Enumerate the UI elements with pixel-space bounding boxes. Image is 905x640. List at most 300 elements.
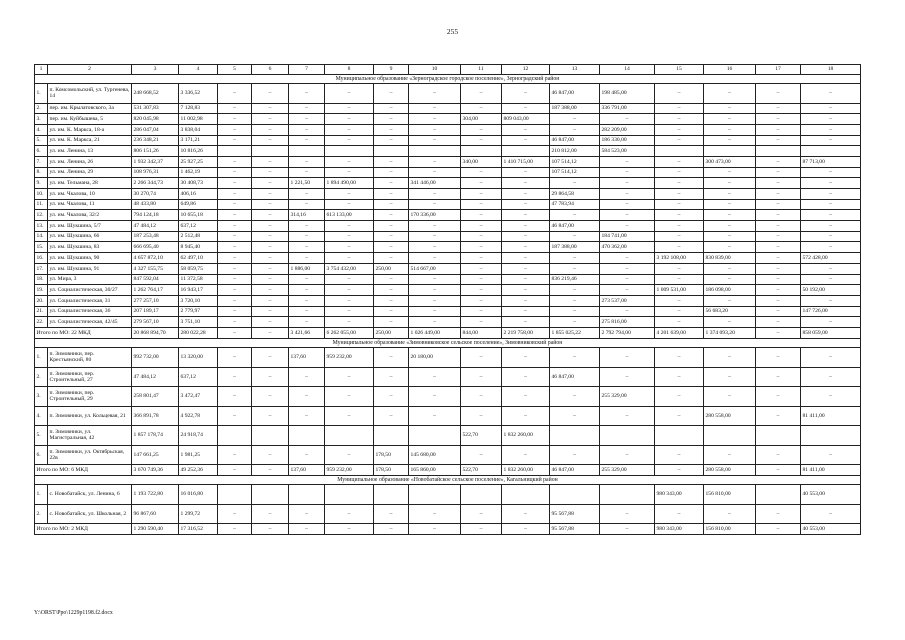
table-cell xyxy=(325,485,374,505)
table-cell: – xyxy=(461,242,502,253)
table-cell: – xyxy=(374,274,409,285)
table-row xyxy=(35,135,861,146)
table-cell: – xyxy=(289,285,325,296)
table-cell: – xyxy=(600,263,655,274)
table-cell: 830 839,00 xyxy=(704,253,756,264)
table-cell: 95 567,88 xyxy=(550,504,600,524)
table-cell: 3 754 432,00 xyxy=(325,263,374,274)
table-cell: 56 683,20 xyxy=(704,306,756,317)
table-cell: – xyxy=(461,199,502,210)
table-cell: – xyxy=(218,274,252,285)
table-cell: – xyxy=(374,348,409,368)
section-title: Муниципальное образование «Зерноградское городское поселение», Зерноградский район xyxy=(35,74,861,84)
table-cell: – xyxy=(409,135,461,146)
table-cell: – xyxy=(218,199,252,210)
table-cell: – xyxy=(461,231,502,242)
table-cell: – xyxy=(655,221,704,232)
table-cell: – xyxy=(704,367,756,387)
table-cell: – xyxy=(409,317,461,328)
table-cell: 187 253,48 xyxy=(132,231,179,242)
table-cell: п. Зимовники, пер. Строительный, 29 xyxy=(48,387,132,407)
table-cell: 22. xyxy=(35,317,48,328)
table-cell: – xyxy=(704,103,756,114)
table-cell: 187 388,00 xyxy=(550,242,600,253)
table-cell xyxy=(461,485,502,505)
table-cell: 40 553,00 xyxy=(801,524,861,535)
table-cell: – xyxy=(704,210,756,221)
table-cell: 10 655,18 xyxy=(179,210,218,221)
table-cell: – xyxy=(409,84,461,104)
table-cell: – xyxy=(218,189,252,200)
table-cell: ул. им. Тельмана, 28 xyxy=(48,178,132,189)
table-cell: – xyxy=(374,524,409,535)
table-cell xyxy=(289,485,325,505)
table-cell: 207 189,17 xyxy=(132,306,179,317)
table-cell: – xyxy=(655,199,704,210)
table-cell: – xyxy=(550,210,600,221)
table-cell: 4 657 872,10 xyxy=(132,253,179,264)
table-cell: – xyxy=(218,263,252,274)
table-cell: – xyxy=(461,103,502,114)
table-cell: 2 219 758,00 xyxy=(502,327,550,338)
table-cell: 1. xyxy=(35,348,48,368)
table-cell: 62 497,10 xyxy=(179,253,218,264)
total-row xyxy=(35,327,861,338)
table-cell xyxy=(801,146,861,157)
table-cell: 1 855 025,22 xyxy=(550,327,600,338)
document-path: Y:\ORST\Ppo\1229p1198.f2.docx xyxy=(34,610,113,616)
table-cell: – xyxy=(801,84,861,104)
table-cell: ул. им. Чкалова, 10 xyxy=(48,189,132,200)
table-cell: – xyxy=(409,306,461,317)
table-cell: – xyxy=(600,406,655,426)
table-cell: – xyxy=(600,524,655,535)
table-cell: – xyxy=(600,367,655,387)
table-row xyxy=(35,84,861,104)
table-cell: ул. им. К. Маркса, 21 xyxy=(48,135,132,146)
table-cell: – xyxy=(550,178,600,189)
table-cell: ул. им. Шукшина, 91 xyxy=(48,263,132,274)
table-cell: – xyxy=(655,348,704,368)
table-cell: ул. им. Шукшина, 5/7 xyxy=(48,221,132,232)
table-cell: 2 512,48 xyxy=(179,231,218,242)
table-cell xyxy=(655,426,704,446)
table-cell: – xyxy=(704,178,756,189)
table-cell: – xyxy=(704,167,756,178)
table-cell: 107 514,12 xyxy=(550,156,600,167)
table-cell: 236 348,21 xyxy=(132,135,179,146)
table-cell xyxy=(550,426,600,446)
table-cell: 20 180,00 xyxy=(409,348,461,368)
table-cell: 1 026 449,00 xyxy=(409,327,461,338)
table-cell xyxy=(218,485,252,505)
table-cell: 46 847,00 xyxy=(550,135,600,146)
table-cell: 277 257,10 xyxy=(132,295,179,306)
table-cell: – xyxy=(289,295,325,306)
table-cell: – xyxy=(502,242,550,253)
table-cell: – xyxy=(374,156,409,167)
table-cell xyxy=(756,426,801,446)
table-cell: 2 xyxy=(48,65,132,75)
table-cell: 649,86 xyxy=(179,199,218,210)
table-cell: – xyxy=(756,135,801,146)
table-cell: 1 832 260,00 xyxy=(502,426,550,446)
table-cell: – xyxy=(252,524,289,535)
table-cell: – xyxy=(218,253,252,264)
table-cell: – xyxy=(374,253,409,264)
table-cell: 613 133,00 xyxy=(325,210,374,221)
table-cell: – xyxy=(325,189,374,200)
table-cell: – xyxy=(461,167,502,178)
table-cell: – xyxy=(600,274,655,285)
table-cell: 809 043,00 xyxy=(502,114,550,125)
table-cell: – xyxy=(252,156,289,167)
table-cell: – xyxy=(756,84,801,104)
table-cell: – xyxy=(655,156,704,167)
table-cell: – xyxy=(756,103,801,114)
table-cell: 16. xyxy=(35,253,48,264)
table-cell: – xyxy=(409,221,461,232)
table-cell: – xyxy=(252,406,289,426)
table-cell: 514 667,00 xyxy=(409,263,461,274)
table-cell: – xyxy=(502,135,550,146)
table-cell: – xyxy=(502,274,550,285)
table-cell: 19. xyxy=(35,285,48,296)
section-title-row xyxy=(35,338,861,348)
table-cell: – xyxy=(704,274,756,285)
table-cell: – xyxy=(252,135,289,146)
table-row xyxy=(35,367,861,387)
table-cell: – xyxy=(218,367,252,387)
table-cell: – xyxy=(704,317,756,328)
table-cell: 1 193 722,80 xyxy=(132,485,179,505)
table-cell: – xyxy=(289,406,325,426)
table-cell: – xyxy=(409,103,461,114)
table-cell: – xyxy=(756,306,801,317)
table-cell: – xyxy=(704,387,756,407)
table-cell: – xyxy=(801,387,861,407)
capital-repair-table xyxy=(34,64,861,535)
table-cell: – xyxy=(600,167,655,178)
table-cell: – xyxy=(325,524,374,535)
table-cell: – xyxy=(252,189,289,200)
table-cell: 10 xyxy=(409,65,461,75)
table-cell: 406,16 xyxy=(179,189,218,200)
table-cell: 147 726,00 xyxy=(801,306,861,317)
table-cell: 5. xyxy=(35,135,48,146)
table-cell: – xyxy=(461,367,502,387)
table-cell: – xyxy=(252,274,289,285)
table-cell xyxy=(289,146,325,157)
table-cell: 20. xyxy=(35,295,48,306)
table-cell: – xyxy=(374,210,409,221)
table-cell: – xyxy=(600,348,655,368)
table-cell: 95 567,88 xyxy=(550,524,600,535)
table-cell: – xyxy=(704,221,756,232)
table-cell: – xyxy=(801,445,861,465)
table-cell: – xyxy=(289,84,325,104)
table-row xyxy=(35,210,861,221)
table-cell: пер. им. Крылатовского, 3а xyxy=(48,103,132,114)
table-cell: 20 868 894,70 xyxy=(132,327,179,338)
table-cell: 198 485,00 xyxy=(600,84,655,104)
table-cell: – xyxy=(218,306,252,317)
table-cell: – xyxy=(218,114,252,125)
table-cell: – xyxy=(801,114,861,125)
table-cell: – xyxy=(756,445,801,465)
table-cell: – xyxy=(409,124,461,135)
table-cell: – xyxy=(756,189,801,200)
table-cell: – xyxy=(550,306,600,317)
table-cell: – xyxy=(325,253,374,264)
table-cell: – xyxy=(704,242,756,253)
table-cell: – xyxy=(502,387,550,407)
table-cell: 17. xyxy=(35,263,48,274)
table-cell: – xyxy=(461,295,502,306)
table-cell: 178,50 xyxy=(374,465,409,476)
table-cell: ул. им. Чкалова, 32/2 xyxy=(48,210,132,221)
table-cell: 3 670 749,36 xyxy=(132,465,179,476)
table-cell: 3 171,21 xyxy=(179,135,218,146)
table-cell: 48 433,80 xyxy=(132,199,179,210)
table-cell: 47 783,94 xyxy=(550,199,600,210)
table-cell xyxy=(704,426,756,446)
table-cell: – xyxy=(655,387,704,407)
table-cell: – xyxy=(756,406,801,426)
table-cell: – xyxy=(218,327,252,338)
table-cell: – xyxy=(252,317,289,328)
table-cell: – xyxy=(502,524,550,535)
table-row xyxy=(35,221,861,232)
table-cell: – xyxy=(252,387,289,407)
table-cell: – xyxy=(502,295,550,306)
table-cell: 836 219,46 xyxy=(550,274,600,285)
table-cell: – xyxy=(801,103,861,114)
table-cell: – xyxy=(801,242,861,253)
table-row xyxy=(35,387,861,407)
table-cell: 844,00 xyxy=(461,327,502,338)
table-cell: – xyxy=(252,242,289,253)
table-row xyxy=(35,178,861,189)
table-cell: 165 860,00 xyxy=(409,465,461,476)
table-cell: 250,00 xyxy=(374,263,409,274)
table-cell: 2. xyxy=(35,367,48,387)
table-cell: – xyxy=(325,387,374,407)
table-cell: 10. xyxy=(35,189,48,200)
table-cell xyxy=(252,146,289,157)
table-cell: 366 891,78 xyxy=(132,406,179,426)
table-cell: 1 299,72 xyxy=(179,504,218,524)
table-cell: 6 262 055,00 xyxy=(325,327,374,338)
table-cell: 666 695,40 xyxy=(132,242,179,253)
table-cell: 3 720,10 xyxy=(179,295,218,306)
table-cell: – xyxy=(756,348,801,368)
table-cell: 46 847,00 xyxy=(550,465,600,476)
table-row xyxy=(35,306,861,317)
table-cell: – xyxy=(655,135,704,146)
table-cell: – xyxy=(550,348,600,368)
table-cell: – xyxy=(502,84,550,104)
table-cell: – xyxy=(600,178,655,189)
table-cell: 187 388,00 xyxy=(550,103,600,114)
table-cell: – xyxy=(325,231,374,242)
table-cell: 186 098,00 xyxy=(704,285,756,296)
table-cell: – xyxy=(325,367,374,387)
table-cell: – xyxy=(704,114,756,125)
table-cell xyxy=(600,485,655,505)
table-cell: Итого по МО: 6 МКД xyxy=(35,465,132,476)
table-row xyxy=(35,445,861,465)
table-cell: – xyxy=(704,504,756,524)
table-cell xyxy=(325,146,374,157)
table-cell: 2 779,97 xyxy=(179,306,218,317)
table-cell: 12 xyxy=(502,65,550,75)
table-cell: – xyxy=(325,124,374,135)
table-cell: – xyxy=(218,504,252,524)
table-cell: 49 252,36 xyxy=(179,465,218,476)
table-cell: – xyxy=(461,445,502,465)
table-cell: – xyxy=(252,103,289,114)
table-cell: – xyxy=(374,199,409,210)
table-cell: 30 408,73 xyxy=(179,178,218,189)
table-cell: – xyxy=(756,156,801,167)
table-cell: – xyxy=(502,367,550,387)
table-cell: – xyxy=(756,387,801,407)
table-cell: – xyxy=(502,285,550,296)
table-cell: – xyxy=(252,178,289,189)
table-cell: – xyxy=(325,295,374,306)
table-cell: 81 411,00 xyxy=(801,406,861,426)
table-cell: 806 151,26 xyxy=(132,146,179,157)
table-cell: – xyxy=(655,210,704,221)
table-cell: – xyxy=(756,295,801,306)
table-cell: – xyxy=(218,524,252,535)
table-cell: 14 xyxy=(600,65,655,75)
table-cell: ул. им. Шукшина, 66 xyxy=(48,231,132,242)
table-cell: – xyxy=(600,210,655,221)
table-cell: – xyxy=(801,274,861,285)
table-cell: – xyxy=(461,210,502,221)
table-cell: – xyxy=(502,306,550,317)
table-cell: – xyxy=(289,445,325,465)
table-cell: – xyxy=(550,445,600,465)
table-cell: 5 xyxy=(218,65,252,75)
table-cell: – xyxy=(289,124,325,135)
table-cell: 980 343,00 xyxy=(655,524,704,535)
table-cell: 1 857 178,74 xyxy=(132,426,179,446)
table-cell: – xyxy=(655,189,704,200)
table-cell: – xyxy=(550,253,600,264)
table-cell: 1 xyxy=(35,65,48,75)
table-cell: – xyxy=(218,84,252,104)
table-cell: 87 713,00 xyxy=(801,156,861,167)
table-cell: – xyxy=(502,124,550,135)
table-cell: – xyxy=(461,406,502,426)
table-cell: – xyxy=(704,445,756,465)
table-cell: 3. xyxy=(35,387,48,407)
table-cell: – xyxy=(374,306,409,317)
table-cell: 137,60 xyxy=(289,348,325,368)
table-cell: 186 330,00 xyxy=(600,135,655,146)
total-row xyxy=(35,524,861,535)
table-cell: 959 232,00 xyxy=(325,465,374,476)
table-cell: 275 816,00 xyxy=(600,317,655,328)
table-cell: 8. xyxy=(35,167,48,178)
table-cell: – xyxy=(252,306,289,317)
table-cell: – xyxy=(289,504,325,524)
table-cell: 3 xyxy=(132,65,179,75)
table-cell: 81 411,00 xyxy=(801,465,861,476)
table-cell: – xyxy=(374,406,409,426)
table-cell: 3 192 108,00 xyxy=(655,253,704,264)
table-cell: Итого по МО: 2 МКД xyxy=(35,524,132,535)
table-cell: 178,50 xyxy=(374,445,409,465)
table-cell: – xyxy=(600,221,655,232)
table-cell: 156 810,00 xyxy=(704,485,756,505)
table-cell: – xyxy=(655,103,704,114)
table-cell: – xyxy=(252,285,289,296)
table-cell: – xyxy=(756,210,801,221)
table-cell: – xyxy=(218,387,252,407)
table-cell: 2. xyxy=(35,504,48,524)
table-cell: 340,00 xyxy=(461,156,502,167)
table-cell: ул. Социалистическая, 31 xyxy=(48,295,132,306)
table-row xyxy=(35,167,861,178)
table-row xyxy=(35,242,861,253)
table-cell: 107 514,12 xyxy=(550,167,600,178)
table-cell: – xyxy=(252,504,289,524)
section-title-row xyxy=(35,475,861,485)
table-cell: – xyxy=(461,253,502,264)
table-cell: – xyxy=(502,189,550,200)
table-cell: – xyxy=(756,114,801,125)
table-cell: ул. им. Шукшина, 83 xyxy=(48,242,132,253)
table-cell: – xyxy=(289,199,325,210)
table-cell: 47 484,12 xyxy=(132,367,179,387)
table-cell: – xyxy=(756,199,801,210)
table-cell: – xyxy=(409,387,461,407)
table-cell: – xyxy=(409,242,461,253)
table-cell: – xyxy=(801,221,861,232)
table-cell: – xyxy=(756,231,801,242)
table-cell: 3. xyxy=(35,114,48,125)
table-cell: – xyxy=(756,124,801,135)
table-cell: – xyxy=(409,285,461,296)
table-cell: п. Зимовники, ул. Октябрьская, 22в xyxy=(48,445,132,465)
table-cell: – xyxy=(655,124,704,135)
table-cell: 4. xyxy=(35,124,48,135)
table-cell: – xyxy=(461,221,502,232)
table-cell: 7 xyxy=(289,65,325,75)
table-cell: – xyxy=(218,103,252,114)
table-cell: – xyxy=(655,242,704,253)
table-cell: – xyxy=(325,274,374,285)
table-cell: – xyxy=(600,199,655,210)
table-row xyxy=(35,274,861,285)
table-cell: 314,16 xyxy=(289,210,325,221)
table-cell: – xyxy=(801,231,861,242)
table-cell xyxy=(704,146,756,157)
table-cell: – xyxy=(655,231,704,242)
table-row xyxy=(35,295,861,306)
table-cell: – xyxy=(502,504,550,524)
table-cell: 2 792 794,00 xyxy=(600,327,655,338)
table-cell: – xyxy=(502,445,550,465)
table-cell: – xyxy=(289,367,325,387)
table-cell: – xyxy=(409,367,461,387)
table-cell: – xyxy=(218,178,252,189)
table-cell: – xyxy=(409,295,461,306)
